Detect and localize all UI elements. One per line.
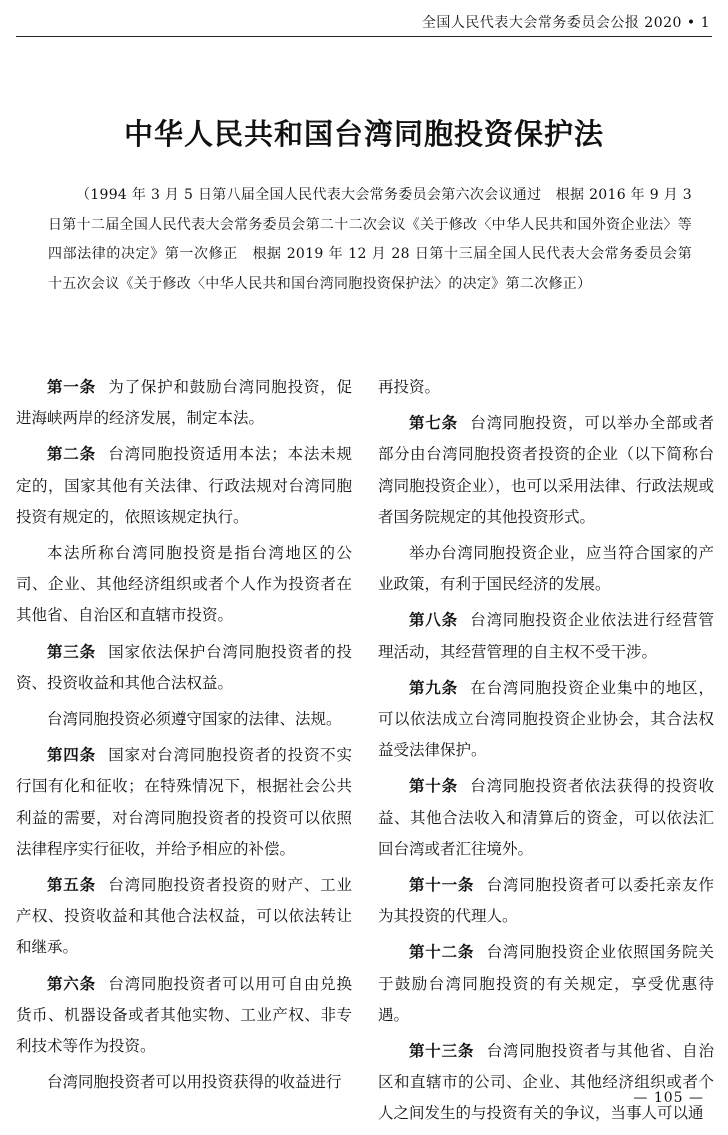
paragraph	[16, 538, 352, 632]
paragraph	[378, 372, 714, 403]
left-column	[16, 372, 352, 1103]
paragraph	[16, 870, 352, 964]
article-text: 在台湾同胞投资企业集中的地区，可以依法成立台湾同胞投资企业协会，其合法权益受法律保护。	[378, 678, 714, 760]
paragraph	[378, 673, 714, 767]
article-number: 第二条	[47, 445, 96, 464]
page-number: — 105 —	[633, 1090, 704, 1106]
law-title: 中华人民共和国台湾同胞投资保护法	[123, 117, 604, 151]
article-number: 第十一条	[409, 876, 475, 895]
article-number: 第八条	[409, 611, 458, 630]
article-text: 台湾同胞投资企业依法进行经营管理活动，其经营管理的自主权不受干涉。	[378, 611, 714, 661]
paragraph	[378, 605, 714, 667]
article-number: 第九条	[409, 678, 458, 697]
article-text: 本法所称台湾同胞投资是指台湾地区的公司、企业、其他经济组织或者个人作为投资者在其他省、自治区和直辖市投资。	[16, 544, 352, 625]
paragraph	[16, 969, 352, 1063]
article-text: 台湾同胞投资者投资的财产、工业产权、投资收益和其他合法权益，可以依法转让和继承。	[16, 876, 352, 957]
article-text: 台湾同胞投资者可以委托亲友作为其投资的代理人。	[378, 876, 714, 926]
article-number: 第十二条	[409, 943, 475, 962]
article-number: 第七条	[409, 414, 458, 433]
article-text: 台湾同胞投资者依法获得的投资收益、其他合法收入和清算后的资金，可以依法汇回台湾或者汇往境外。	[378, 777, 714, 858]
paragraph	[16, 439, 352, 533]
article-number: 第五条	[47, 876, 96, 895]
article-text: 台湾同胞投资者与其他省、自治区和直辖市的公司、企业、其他经济组织或者个人之间发生的与投资有关的争议，当事人可以通	[378, 1042, 714, 1123]
paragraph	[16, 372, 352, 434]
paragraph	[16, 704, 352, 735]
article-number: 第四条	[47, 746, 96, 765]
article-number: 第十条	[409, 777, 458, 796]
article-text: 国家依法保护台湾同胞投资者的投资、投资收益和其他合法权益。	[16, 642, 352, 692]
article-text: 台湾同胞投资必须遵守国家的法律、法规。	[47, 710, 342, 729]
article-text: 台湾同胞投资适用本法；本法未规定的，国家其他有关法律、行政法规对台湾同胞投资有规定的，依照该规定执行。	[16, 445, 352, 526]
paragraph	[16, 1067, 352, 1098]
article-number: 第六条	[47, 974, 96, 993]
article-text: 再投资。	[378, 378, 441, 396]
paragraph	[378, 408, 714, 533]
paragraph	[378, 771, 714, 865]
article-text: 台湾同胞投资者可以用投资获得的收益进行	[47, 1073, 342, 1092]
paragraph	[378, 937, 714, 1031]
article-text: 台湾同胞投资企业依照国务院关于鼓励台湾同胞投资的有关规定，享受优惠待遇。	[378, 943, 714, 1024]
article-number: 第一条	[47, 378, 96, 396]
paragraph	[16, 740, 352, 865]
article-text: 举办台湾同胞投资企业，应当符合国家的产业政策，有利于国民经济的发展。	[378, 544, 714, 594]
article-number: 第十三条	[409, 1042, 475, 1061]
paragraph	[378, 538, 714, 600]
paragraph	[378, 870, 714, 932]
article-text: 为了保护和鼓励台湾同胞投资，促进海峡两岸的经济发展，制定本法。	[16, 378, 352, 428]
paragraph	[378, 1036, 714, 1130]
page-header	[16, 8, 712, 37]
article-number: 第三条	[47, 642, 96, 661]
right-column	[378, 372, 714, 1135]
paragraph	[16, 637, 352, 699]
article-text: 国家对台湾同胞投资者的投资不实行国有化和征收；在特殊情况下，根据社会公共利益的需要，对台湾同胞投资者的投资可以依照法律程序实行征收，并给予相应的补偿。	[16, 746, 352, 858]
header-text: 全国人民代表大会常务委员会公报 2020 • 1	[421, 15, 710, 31]
article-text: 台湾同胞投资，可以举办全部或者部分由台湾同胞投资者投资的企业（以下简称台湾同胞投资企业），也可以采用法律、行政法规或者国务院规定的其他投资形式。	[378, 414, 714, 526]
preamble: （1994 年 3 月 5 日第八届全国人民代表大会常务委员会第六次会议通过 根据 2016 年 9 月 3 日第十二届全国人民代表大会常务委员会第二十二次会议《关于修改〈中华人民共和国外资企业法〉等四部法律的决定》第一次修正 根据 2019 年 12 月 28 日第十三届全国人民代表大会常务委员会第十五次会议《关于修改〈中华人民共和国台湾同胞投资保护法〉的决定》第二次修正）	[48, 187, 692, 292]
article-text: 台湾同胞投资者可以用可自由兑换货币、机器设备或者其他实物、工业产权、非专利技术等作为投资。	[16, 974, 352, 1056]
